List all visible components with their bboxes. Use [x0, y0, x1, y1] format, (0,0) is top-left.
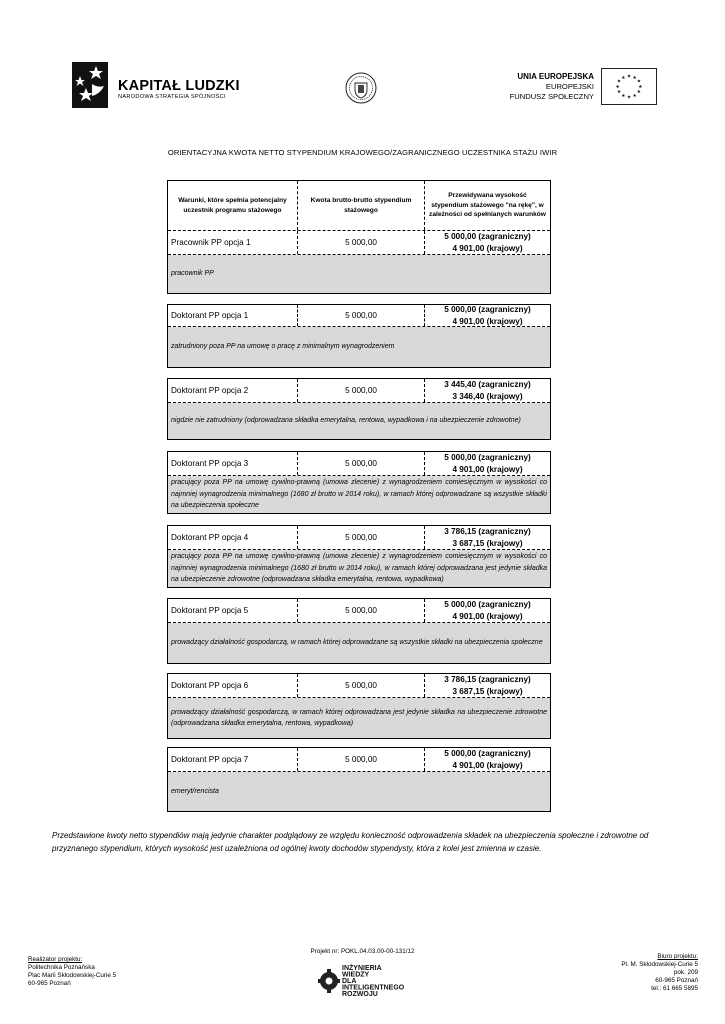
- table-row: [168, 379, 550, 403]
- footer-left-line: Politechnika Poznańska: [28, 964, 95, 971]
- row-gross: 5 000,00: [298, 674, 425, 697]
- row-net-domestic: 4 901,00 (krajowy): [452, 464, 523, 474]
- row-net: [425, 674, 550, 697]
- table-block: [167, 451, 551, 514]
- svg-text:★: ★: [638, 84, 643, 90]
- row-net: [425, 526, 550, 549]
- row-gross: 5 000,00: [298, 452, 425, 475]
- iw-line-3: DLA: [342, 978, 357, 985]
- header-net: Przewidywana wysokość stypendium stażowego "na rękę", w zależności od spełnianych warunków: [429, 192, 546, 219]
- table-block: [167, 598, 551, 664]
- row-net-foreign: 5 000,00 (zagraniczny): [444, 305, 531, 314]
- row-description: prowadzący działalność gospodarczą, w ramach której odprowadzana jest jedynie składka na ubezpieczenie zdrowotne (odprowadzana składka emerytalna, rentowa, wypadkowa): [168, 698, 550, 738]
- table-row: [168, 674, 550, 698]
- row-net-foreign: 5 000,00 (zagraniczny): [444, 749, 531, 758]
- project-number: Projekt nr: POKL.04.03.00-00-131/12: [310, 948, 415, 955]
- row-net-foreign: 3 786,15 (zagraniczny): [444, 675, 531, 684]
- gear-icon: [318, 969, 340, 993]
- kapital-ludzki-subtitle: NARODOWA STRATEGIA SPÓJNOŚCI: [118, 94, 226, 100]
- footer-left-line: Plac Marii Skłodowskiej-Curie 5: [28, 972, 117, 979]
- footer-right-line: 60-965 Poznań: [655, 977, 698, 984]
- svg-text:★: ★: [626, 95, 632, 101]
- row-description: zatrudniony poza PP na umowę o pracę z minimalnym wynagrodzeniem: [168, 327, 550, 367]
- iw-line-1: INŻYNIERIA: [342, 965, 382, 972]
- row-name: Doktorant PP opcja 6: [168, 674, 298, 697]
- table-row: [168, 231, 550, 255]
- row-name: Doktorant PP opcja 5: [168, 599, 298, 622]
- footer-left-label: Realizator projektu:: [28, 956, 83, 963]
- row-net: [425, 379, 550, 402]
- row-name: Doktorant PP opcja 4: [168, 526, 298, 549]
- svg-text:★: ★: [616, 90, 622, 96]
- svg-text:★: ★: [632, 75, 637, 81]
- table-header-row: [168, 181, 550, 231]
- row-gross: 5 000,00: [298, 599, 425, 622]
- row-name: Doktorant PP opcja 7: [168, 748, 298, 771]
- footnote: Przedstawione kwoty netto stypendiów mają jedynie charakter podglądowy ze względu konieczność odprowadzenia składek na ubezpieczenia społeczne i zdrowotne od przyznanego stypendium, których wysokość jest uzależniona od ogólnej kwoty dochodów stypendysty, która z kolei jest zmienna w czasie.: [52, 831, 649, 853]
- row-net-domestic: 3 687,15 (krajowy): [452, 686, 523, 696]
- row-name: Doktorant PP opcja 3: [168, 452, 298, 475]
- footer-right-label: Biuro projektu:: [657, 953, 698, 960]
- row-net-domestic: 4 901,00 (krajowy): [452, 611, 523, 621]
- row-net-foreign: 5 000,00 (zagraniczny): [444, 600, 531, 609]
- row-net: [425, 305, 550, 326]
- footer-biuro: [590, 953, 698, 993]
- svg-text:★: ★: [616, 79, 622, 85]
- footer-left-line: 60-965 Poznań: [28, 980, 71, 987]
- footer-right-line: pok. 209: [673, 969, 698, 976]
- eu-line-3: FUNDUSZ SPOŁECZNY: [509, 92, 594, 101]
- row-description: nigdzie nie zatrudniony (odprowadzana składka emerytalna, rentowa, wypadkowa i na ubezpieczenie zdrowotne): [168, 403, 550, 439]
- svg-text:★: ★: [626, 74, 632, 80]
- row-description: emeryt/rencista: [168, 772, 550, 811]
- svg-text:★: ★: [621, 93, 626, 99]
- row-description: pracujący poza PP na umowę cywilno-prawną (umowa zlecenie) z wynagrodzeniem comiesięcznym w wysokości co najmniej wynagrodzenia minimalnego (1680 zł brutto w 2014 roku), w ramach której odprowadzana jest jedynie składka na ubezpieczenie zdrowotne (odprowadzana składka emerytalna, rentowa, wypadkowa): [168, 550, 550, 587]
- row-net: [425, 231, 550, 254]
- eu-flag-icon: [601, 68, 657, 105]
- svg-text:★: ★: [621, 75, 626, 81]
- eu-label: [480, 72, 594, 102]
- table-row: [168, 748, 550, 772]
- row-net: [425, 452, 550, 475]
- header-conditions: Warunki, które spełnia potencjalny uczestnik programu stażowego: [168, 181, 298, 230]
- row-name: Doktorant PP opcja 2: [168, 379, 298, 402]
- row-name: Doktorant PP opcja 1: [168, 305, 298, 326]
- iw-line-5: ROZWOJU: [342, 991, 378, 998]
- table-block: [167, 747, 551, 812]
- row-net-foreign: 5 000,00 (zagraniczny): [444, 232, 531, 241]
- row-net-foreign: 3 786,15 (zagraniczny): [444, 527, 531, 536]
- svg-text:★: ★: [632, 93, 637, 99]
- row-gross: 5 000,00: [298, 379, 425, 402]
- table-block: [167, 673, 551, 739]
- row-gross: 5 000,00: [298, 748, 425, 771]
- header-gross: Kwota brutto-brutto stypendium stażowego: [298, 181, 425, 230]
- eu-line-2: EUROPEJSKI: [545, 82, 594, 91]
- table-row: [168, 452, 550, 476]
- table-block: [167, 304, 551, 368]
- row-net-foreign: 5 000,00 (zagraniczny): [444, 453, 531, 462]
- table-row: [168, 526, 550, 550]
- iw-logo: [318, 962, 418, 998]
- footer-right-line: tel.: 61 665 5895: [651, 985, 698, 992]
- table-row: [168, 305, 550, 327]
- iw-line-2: WIEDZY: [342, 971, 370, 979]
- table-header-block: [167, 180, 551, 294]
- row-name: Pracownik PP opcja 1: [168, 231, 298, 254]
- row-description: pracownik PP: [168, 255, 550, 293]
- row-net-domestic: 3 346,40 (krajowy): [452, 391, 523, 401]
- row-net-domestic: 4 901,00 (krajowy): [452, 760, 523, 770]
- svg-text:★: ★: [636, 90, 642, 96]
- row-net-domestic: 3 687,15 (krajowy): [452, 538, 523, 548]
- row-description: prowadzący działalność gospodarczą, w ramach której odprowadzane są wszystkie składki na ubezpieczenia społeczne: [168, 623, 550, 663]
- svg-text:★: ★: [636, 79, 642, 85]
- eu-line-1: UNIA EUROPEJSKA: [517, 72, 594, 81]
- row-gross: 5 000,00: [298, 526, 425, 549]
- row-net-domestic: 4 901,00 (krajowy): [452, 243, 523, 253]
- row-gross: 5 000,00: [298, 231, 425, 254]
- row-net: [425, 748, 550, 771]
- row-gross: 5 000,00: [298, 305, 425, 326]
- row-net-foreign: 3 445,40 (zagraniczny): [444, 380, 531, 389]
- table-row: [168, 599, 550, 623]
- table-block: [167, 378, 551, 440]
- footer-right-line: Pl. M. Skłodowskiej-Curie 5: [621, 961, 698, 968]
- footer-realizator: [28, 956, 116, 988]
- iw-line-4: INTELIGENTNEGO: [342, 984, 405, 992]
- svg-text:★: ★: [615, 84, 620, 90]
- document-title: ORIENTACYJNA KWOTA NETTO STYPENDIUM KRAJOWEGO/ZAGRANICZNEGO UCZESTNIKA STAŻU IWIR: [167, 148, 558, 157]
- row-description: pracujący poza PP na umowę cywilno-prawną (umowa zlecenie) z wynagrodzeniem comiesięcznym w wysokości co najmniej wynagrodzenia minimalnego (1680 zł brutto w 2014 roku), w ramach której odprowadzane są wszystkie składki na ubezpieczenia społeczne: [168, 476, 550, 513]
- table-block: [167, 525, 551, 588]
- row-net: [425, 599, 550, 622]
- kapital-ludzki-logo-icon: [72, 62, 108, 108]
- kapital-ludzki-title: KAPITAŁ LUDZKI: [118, 78, 240, 94]
- row-net-domestic: 4 901,00 (krajowy): [452, 316, 523, 326]
- university-seal-icon: [345, 72, 377, 104]
